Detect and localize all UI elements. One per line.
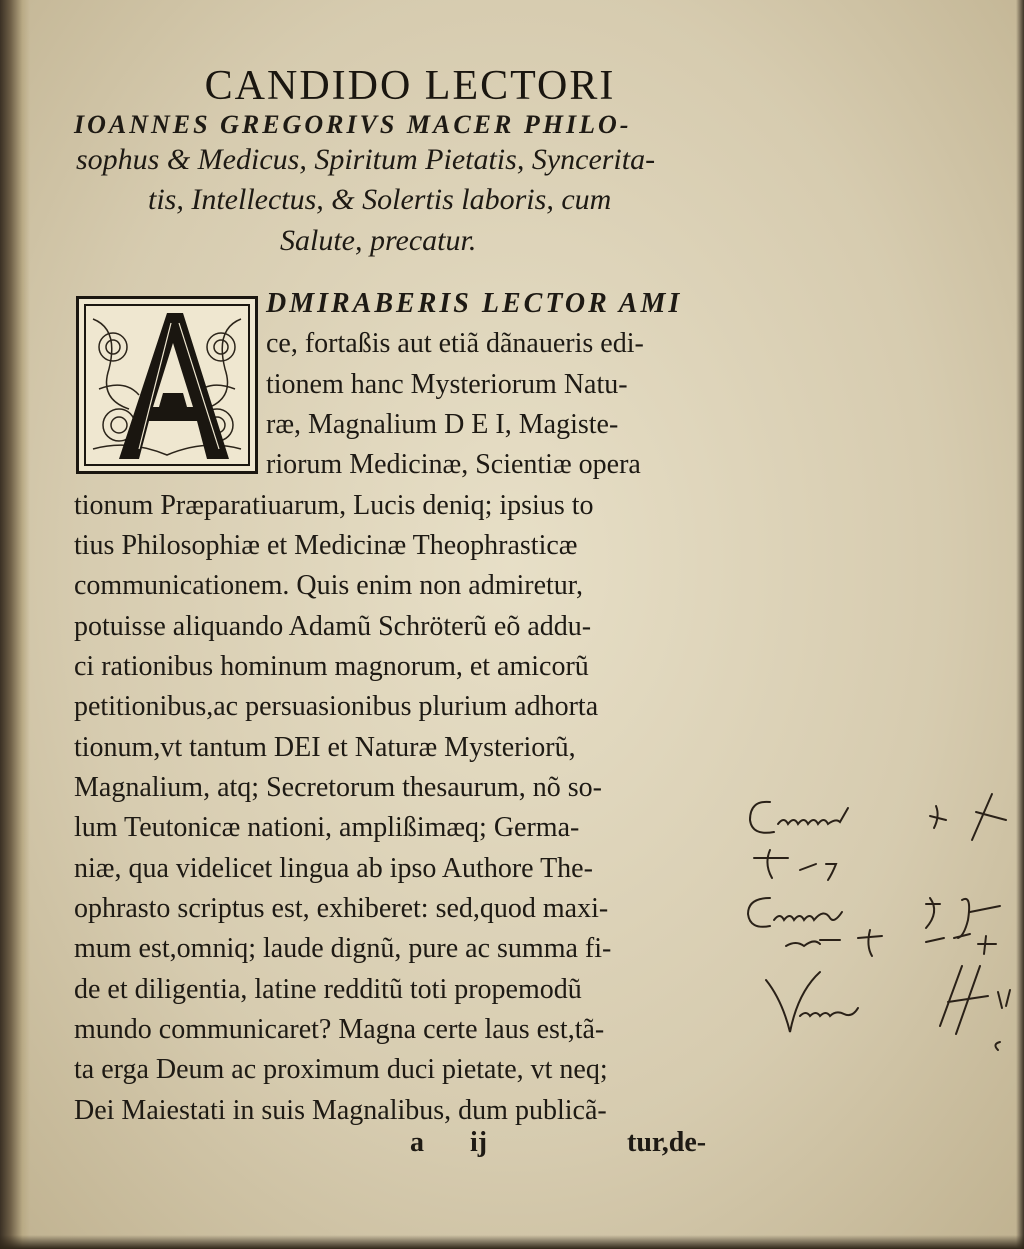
body-line: Dei Maiestati in suis Magnalibus, dum publicã- — [74, 1095, 607, 1126]
body-line: communicationem. Quis enim non admiretur, — [74, 570, 583, 601]
book-spine-shadow — [0, 0, 30, 1249]
body-line: niæ, qua videlicet lingua ab ipso Authore The- — [74, 853, 593, 884]
body-line: ophrasto scriptus est, exhiberet: sed,quod maxi- — [74, 893, 609, 924]
subheading-line-3: Salute, precatur. — [280, 224, 477, 257]
decorated-initial-letter — [76, 296, 258, 474]
subheading-line-2: tis, Intellectus, & Solertis laboris, cum — [148, 183, 612, 216]
signature-mark: a — [410, 1127, 424, 1158]
page-edge-bottom — [0, 1235, 1024, 1249]
author-line: IOANNES GREGORIVS MACER PHILO- — [74, 110, 632, 139]
body-line: mum est,omniq; laude dignũ, pure ac summa fi- — [74, 933, 612, 964]
ornament-icon — [79, 299, 255, 471]
body-line: potuisse aliquando Adamũ Schröterũ eõ addu- — [74, 611, 592, 642]
body-line: ræ, Magnalium D E I, Magiste- — [266, 409, 619, 440]
body-line: tionum,vt tantum DEI et Naturæ Mysteriorũ, — [74, 732, 576, 763]
subheading-line-1: sophus & Medicus, Spiritum Pietatis, Syncerita- — [76, 143, 656, 176]
signature-mark-2: ij — [470, 1127, 488, 1158]
body-line: tionum Præparatiuarum, Lucis deniq; ipsius to — [74, 490, 594, 521]
body-line: riorum Medicinæ, Scientiæ opera — [266, 449, 641, 480]
body-line: de et diligentia, latine redditũ toti propemodũ — [74, 974, 582, 1005]
body-line: lum Teutonicæ nationi, amplißimæq; Germa- — [74, 812, 580, 843]
handwritten-marginalia — [730, 780, 1020, 1080]
body-line: ta erga Deum ac proximum duci pietate, vt neq; — [74, 1054, 608, 1085]
body-line: Magnalium, atq; Secretorum thesaurum, nõ so- — [74, 772, 602, 803]
body-line: DMIRABERIS LECTOR AMI — [266, 288, 683, 319]
catchword: tur,de- — [627, 1127, 707, 1158]
body-line: ce, fortaßis aut etiã dãnaueris edi- — [266, 328, 644, 359]
body-line: tionem hanc Mysteriorum Natu- — [266, 369, 628, 400]
body-line: petitionibus,ac persuasionibus plurium adhorta — [74, 691, 599, 722]
body-line: mundo communicaret? Magna certe laus est,tã- — [74, 1014, 605, 1045]
body-line: tius Philosophiæ et Medicinæ Theophrasticæ — [74, 530, 578, 561]
page-heading: CANDIDO LECTORI — [204, 63, 616, 109]
body-line: ci rationibus hominum magnorum, et amicorũ — [74, 651, 589, 682]
